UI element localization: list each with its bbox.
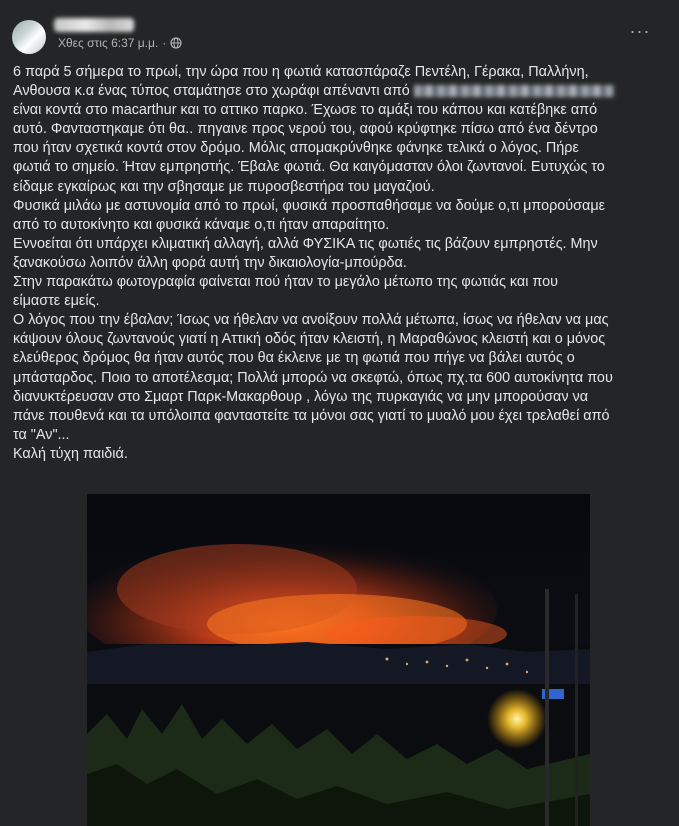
post-line: Φυσικά μιλάω με αστυνομία από το πρωί, φυσικά προσπαθήσαμε να δούμε ο,τι μπορούσαμε bbox=[13, 197, 606, 214]
post-line: ξανακούσω λοιπόν άλλη φορά αυτή την δικαιολογία-μπούρδα. bbox=[13, 254, 407, 271]
post-line: είδαμε εγκαίρως και την σβησαμε με πυροσβεστήρα του μαγαζιού. bbox=[13, 178, 435, 195]
post-photo[interactable] bbox=[87, 494, 590, 826]
post-line: ελεύθερος δρόμος θα ήταν αυτός που θα έκλεινε με τη φωτιά που πήγε να βάλει αυτός ο bbox=[13, 350, 575, 367]
post-line: διανυκτέρευσαν στο Σμαρτ Παρκ-Μακαρθουρ , λόγω της πυρκαγιάς να μην μπορούσαν να bbox=[13, 388, 589, 405]
post-line: Καλή τύχη παιδιά. bbox=[13, 445, 128, 462]
post-line: από το αυτοκίνητο και φυσικά κάναμε ο,τι ήταν απαραίτητο. bbox=[13, 216, 390, 233]
more-options-button[interactable]: ··· bbox=[629, 21, 651, 41]
meta-separator: · bbox=[162, 36, 167, 50]
post-line: Ανθουσα κ.α ένας τύπος σταμάτησε στο χωράφι απέναντι από bbox=[13, 83, 410, 100]
author-name-redacted[interactable] bbox=[54, 18, 134, 32]
redacted-location bbox=[414, 85, 614, 97]
post-line: πάνε πουθενά και τα υπόλοιπα φανταστείτε τα μόνοι σας γιατί το μυαλό μου έχει τρελαθεί από bbox=[13, 407, 610, 424]
post-line: είμαστε εμείς. bbox=[13, 293, 100, 310]
post-meta bbox=[58, 36, 182, 50]
post-line-with-redaction bbox=[13, 82, 663, 101]
post-line: Ο λόγος που την έβαλαν; Ίσως να ήθελαν να ανοίξουν πολλά μέτωπα, ίσως να ήθελαν να μας bbox=[13, 312, 609, 329]
post-line: τα "Αν"... bbox=[13, 426, 70, 443]
post-timestamp[interactable]: Χθες στις 6:37 μ.μ. bbox=[58, 36, 159, 50]
post-line: 6 παρά 5 σήμερα το πρωί, την ώρα που η φωτιά κατασπάραζε Πεντέλη, Γέρακα, Παλλήνη, bbox=[13, 64, 589, 80]
post-line: που ήταν σχετικά κοντά στον δρόμο. Μόλις απομακρύνθηκε φάνηκε τελικά ο λόγος. Πήρε bbox=[13, 140, 579, 157]
post-line: φωτιά το σημείο. Ήταν εμπρηστής. Έβαλε φωτιά. Θα καιγόμασταν όλοι ζωντανοί. Ευτυχώς το bbox=[13, 159, 605, 176]
post-line: αυτό. Φανταστηκαμε ότι θα.. πηγαινε προς νερού του, αφού κρύφτηκε πίσω από ένα δέντρο bbox=[13, 121, 598, 138]
post-line: Στην παρακάτω φωτογραφία φαίνεται πού ήταν το μεγάλο μέτωπο της φωτιάς και που bbox=[13, 274, 559, 291]
post-line: Εννοείται ότι υπάρχει κλιματική αλλαγή, αλλά ΦΥΣΙΚΑ τις φωτιές τις βάζουν εμπρηστές. Μην bbox=[13, 235, 598, 252]
post-line: μπάσταρδος. Ποιο το αποτέλεσμα; Πολλά μπορώ να σκεφτώ, όπως πχ.τα 600 αυτοκίνητα που bbox=[13, 369, 613, 386]
post-body bbox=[13, 63, 663, 464]
author-avatar[interactable] bbox=[12, 20, 46, 54]
post-line: είναι κοντά στο macarthur και το αττικο παρκο. Έχωσε το αμάξι του κάπου και κατέβηκε από bbox=[13, 102, 598, 119]
post-header bbox=[10, 16, 660, 56]
post-line: κάψουν όλους ζωντανούς γιατί η Αττική οδός ήταν κλειστή, η Μαραθώνος κλειστή και ο μόνος bbox=[13, 331, 606, 348]
globe-icon[interactable] bbox=[170, 37, 182, 49]
